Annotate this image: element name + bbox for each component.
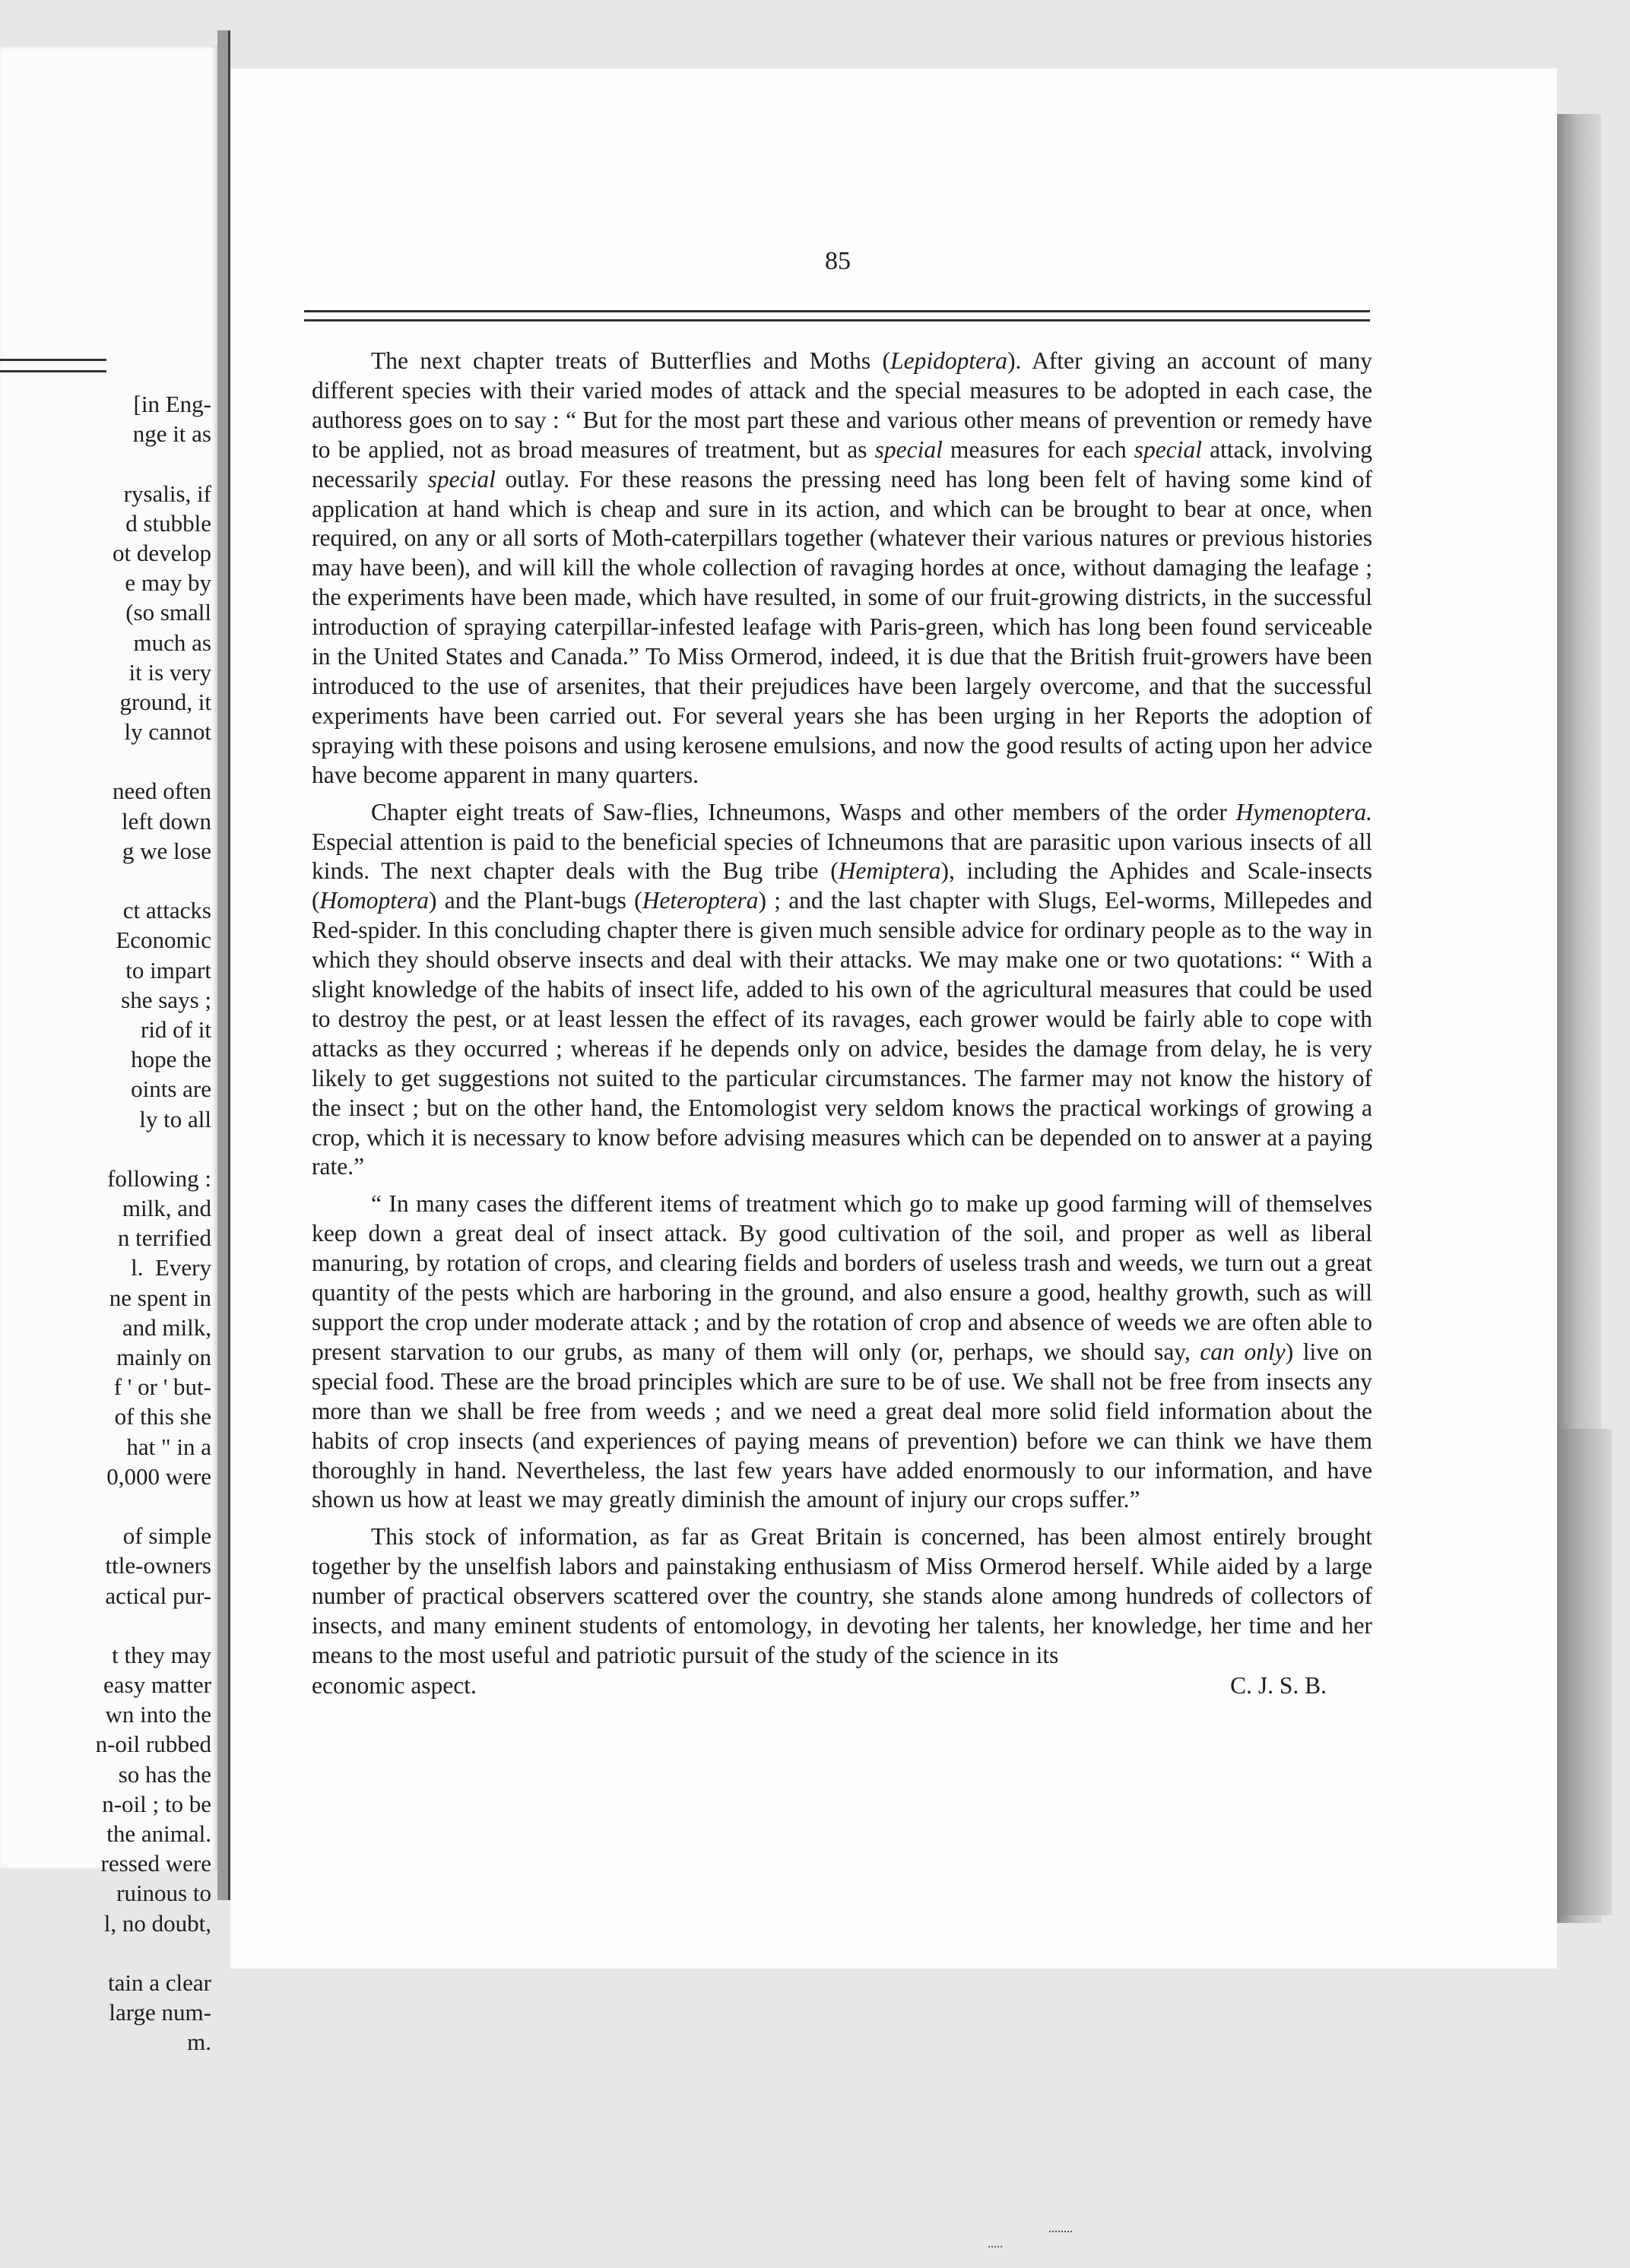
left-page-fragment — [0, 46, 217, 2056]
left-page-line: wn into the — [105, 1701, 211, 1728]
text-run: The next chapter treats of Butterflies and Moths ( — [371, 347, 891, 374]
left-page-line: m. — [187, 2029, 211, 2056]
left-page-line: t they may — [112, 1641, 211, 1668]
left-page-line: rid of it — [141, 1015, 211, 1043]
left-page-line: rysalis, if — [123, 480, 211, 507]
left-page-line: ttle-owners — [105, 1552, 211, 1579]
paragraph — [312, 347, 1372, 790]
page-number: 85 — [825, 247, 851, 275]
text-run: measures for each — [942, 436, 1134, 463]
article-body — [312, 347, 1372, 1671]
closing-line — [312, 1672, 1372, 1699]
left-page-line: to impart — [125, 956, 211, 984]
italic-term: special — [427, 465, 496, 493]
italic-term: Lepidoptera — [890, 347, 1008, 374]
left-page-line: ne spent in — [109, 1284, 211, 1311]
left-page-line — [0, 746, 211, 776]
scan-speck — [1049, 2231, 1072, 2237]
left-page-line — [0, 1491, 211, 1521]
scan-mark — [563, 104, 570, 163]
left-page-line: 0,000 were — [106, 1462, 211, 1490]
text-run: This stock of information, as far as Great Britain is concerned, has been almost entirely brought together by the unselfish labors and painstaking enthusiasm of Miss Ormerod herself. While aided by a large number of practical observers scattered over the country, she stands alone among hundreds of collectors of insects, and many eminent students of entomology, in devoting her talents, her knowledge, her time and her means to the most useful and patriotic pursuit of the study of the science in its — [312, 1523, 1372, 1668]
italic-term: Homoptera — [319, 887, 429, 914]
paragraph — [312, 1189, 1372, 1515]
text-run: ) live on special food. These are the broad principles which are sure to be of use. We shall not be free from insects any more than we shall be free from weeds ; and we need a great deal more solid field information about the habits of crop insects (and experiences of paying means of prevention) before we can think we have them thoroughly in hand. Nevertheless, the last few years have added enormously to our information, and have shown us how at least we may greatly diminish the amount of injury our crops suffer.” — [312, 1338, 1372, 1513]
left-page-line: d stubble — [125, 509, 211, 537]
left-page-line: l, no doubt, — [103, 1909, 211, 1937]
left-page-line: need often — [113, 778, 211, 805]
italic-term: special — [1134, 436, 1203, 463]
left-page-line: left down — [122, 807, 211, 835]
left-page-line: Economic — [116, 927, 211, 954]
scan-speck — [988, 2246, 1002, 2252]
paragraph — [312, 1522, 1372, 1671]
left-page-line: e may by — [125, 569, 211, 597]
left-page-line — [0, 448, 211, 478]
book-gutter — [217, 30, 228, 1900]
left-page-line: large num- — [109, 1999, 211, 2026]
left-page-line: hat " in a — [126, 1433, 211, 1460]
left-page-line: she says ; — [121, 986, 211, 1013]
left-page-line: ot develop — [113, 539, 211, 566]
signature: C. J. S. B. — [1230, 1672, 1327, 1699]
left-page-line: it is very — [128, 658, 211, 686]
left-page-line: oints are — [131, 1075, 211, 1103]
left-page-text — [0, 389, 211, 2057]
italic-term: Heteroptera — [642, 887, 759, 914]
left-page-line: [in Eng- — [133, 391, 211, 417]
left-page-line: actical pur- — [105, 1582, 211, 1609]
left-page-line: ruinous to — [116, 1880, 211, 1907]
left-page-line: mainly on — [116, 1344, 211, 1370]
text-run: outlay. For these reasons the pressing need has long been felt of having some kind of application at hand which is cheap and sure in its action, and which can be brought to bear at once, when required, on any or all sorts of Moth-caterpillars together (whatever their various natures or previous histories may have been), and will kill the whole collection of ravaging hordes at once, without damaging the leafage ; the experiments have been made, which have resulted, in some of our fruit-growing districts, in the successful introduction of spraying caterpillar-infested leafage with Paris-green, which has long been found serviceable in the United States and Canada.” To Miss Ormerod, indeed, it is due that the British fruit-growers have been introduced to the use of arsenites, that their prejudices have been largely overcome, and that the successful experiments have been carried out. For several years she has been urging in her Reports the adoption of spraying with these poisons and using kerosene emulsions, and now the good results of acting upon her advice have become apparent in many quarters. — [312, 465, 1373, 788]
left-page-line: n-oil ; to be — [102, 1790, 211, 1817]
text-run: attack, involving necessarily — [312, 436, 1372, 493]
italic-term: Hemiptera — [838, 857, 941, 885]
text-run: “ In many cases the different items of treatment which go to make up good farming will of themselves keep down a great deal of insect attack. By good cultivation of the soil, and proper as well as liberal manuring, by rotation of crops, and clearing fields and borders of useless trash and weeds, we turn out a great quantity of the pests which are harboring in the ground, and also ensure a good, healthy growth, such as will support the crop under moderate attack ; and by the rotation of crop and absence of weeds we are often able to present starvation to our grubs, as many of them will only (or, perhaps, we should say, — [312, 1190, 1372, 1365]
left-page-line — [0, 1611, 211, 1640]
left-page-line: easy matter — [103, 1671, 211, 1699]
left-page-line: n terrified — [117, 1224, 211, 1252]
text-run: ) and the Plant-bugs ( — [429, 887, 642, 914]
left-page-line: n-oil rubbed — [95, 1731, 211, 1758]
italic-term: special — [874, 436, 943, 463]
left-page-line: ct attacks — [122, 897, 211, 924]
text-run: ), including the Aphides and Scale-insects ( — [312, 857, 1372, 914]
text-run: ). After giving an account of many different species with their varied modes of attack and the special measures to be adopted in each case, the authoress goes on to say : “ But for the most part these and various other means of prevention or remedy have to be applied, not as broad measures of treatment, but as — [312, 347, 1372, 463]
left-page-line: nge it as — [132, 420, 211, 448]
text-run: ) ; and the last chapter with Slugs, Eel-worms, Millepedes and Red-spider. In this concluding chapter there is given much sensible advice for ordinary people as to the way in which they should observe insects and deal with their attacks. We may make one or two quotations: “ With a slight knowledge of the habits of insect life, added to his own of the agricultural measures that could be used to destroy the pest, or at least lessen the effect of its ravages, each grower would be fairly able to cope with attacks as they occurred ; whereas if he depends only on advice, besides the damage from delay, he is very likely to get suggestions not suited to the particular circumstances. The farmer may not know the history of the insect ; but on the other hand, the Entomologist very seldom knows the practical workings of growing a crop, which it is necessary to know before advising measures which can be depended on to answer at a paying rate.” — [312, 887, 1373, 1180]
left-page-line — [0, 866, 211, 895]
left-page-line: l. Every — [131, 1254, 211, 1281]
italic-term: Hymenoptera. — [1235, 798, 1372, 825]
left-page-line: ly to all — [139, 1105, 211, 1132]
left-page-line: (so small — [125, 599, 211, 626]
header-double-rule — [304, 310, 1370, 322]
left-page-line: f ' or ' but- — [113, 1373, 211, 1401]
page-edge-shadow-lower — [1551, 1429, 1612, 1915]
left-page-line: ground, it — [119, 688, 211, 715]
left-page-line: and milk, — [122, 1313, 211, 1341]
left-page-line: following : — [107, 1164, 211, 1192]
left-page-line: hope the — [131, 1046, 211, 1073]
left-page-line: of this she — [114, 1403, 211, 1430]
paragraph — [312, 798, 1372, 1183]
left-page-line: the animal. — [106, 1820, 211, 1847]
italic-term: can only — [1200, 1338, 1286, 1365]
left-page-line: so has the — [118, 1760, 211, 1788]
left-page-line: ly cannot — [124, 718, 211, 746]
left-page-line: much as — [133, 629, 211, 656]
left-page-line — [0, 1938, 211, 1968]
left-page-line — [0, 1134, 211, 1164]
left-page-line: milk, and — [122, 1195, 211, 1222]
text-run: Especial attention is paid to the beneficial species of Ichneumons that are parasitic upon various insects of all kinds. The next chapter deals with the Bug tribe ( — [312, 828, 1372, 885]
left-page-line: of simple — [122, 1522, 211, 1550]
text-run: Chapter eight treats of Saw-flies, Ichneumons, Wasps and other members of the order — [371, 798, 1236, 825]
left-page-line: ressed were — [100, 1850, 211, 1877]
closing-text: economic aspect. — [312, 1672, 477, 1699]
left-page-line: g we lose — [122, 837, 211, 864]
left-page-rule — [0, 359, 106, 372]
left-page-line: tain a clear — [108, 1969, 211, 1996]
